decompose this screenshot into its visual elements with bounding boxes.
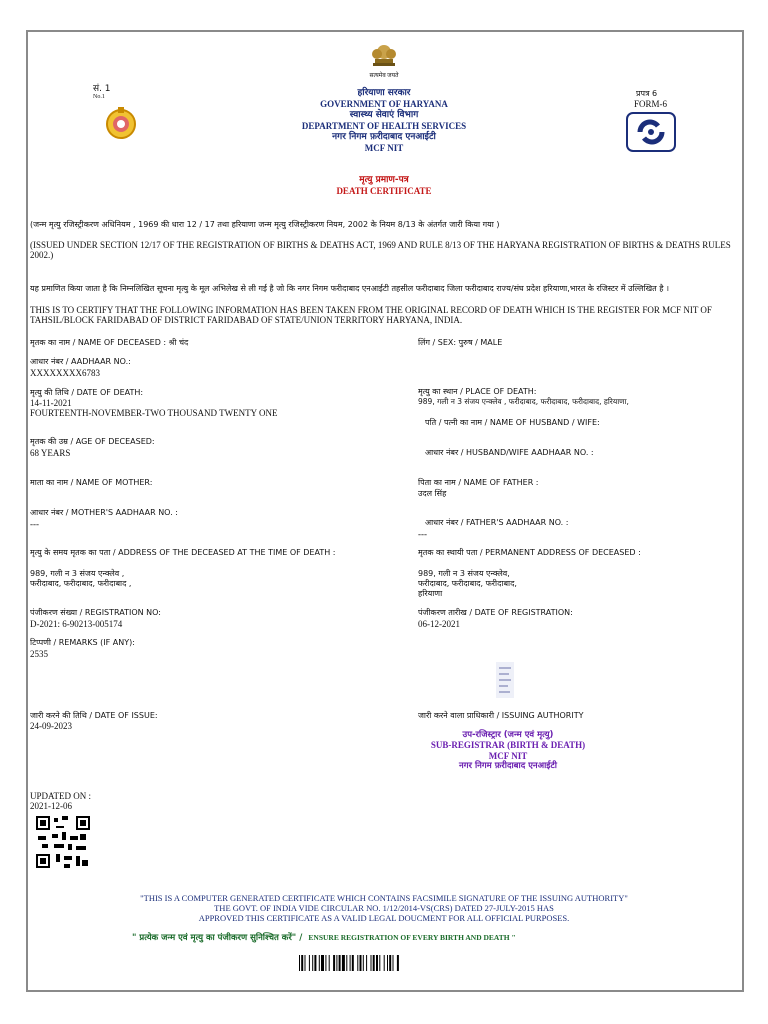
date-of-death-words: FOURTEENTH-NOVEMBER-TWO THOUSAND TWENTY ONE	[30, 408, 278, 418]
spouse-aadhaar-label: आधार नंबर / HUSBAND/WIFE AADHAAR NO. :	[425, 448, 594, 457]
authority-hindi: उप-रजिस्ट्रार (जन्म एवं मृत्यु)	[462, 730, 554, 740]
date-of-death-label: मृत्यु की तिथि / DATE OF DEATH:	[30, 388, 144, 397]
permanent-address-label: मृतक का स्थायी पता / PERMANENT ADDRESS OF DECEASED :	[418, 548, 641, 557]
father-aadhaar-value: ---	[418, 529, 427, 539]
dept-english: DEPARTMENT OF HEALTH SERVICES	[301, 121, 467, 131]
serial-hindi: सं. 1	[93, 84, 111, 94]
permanent-address-line1: 989, गली न 3 संजय एन्क्लेव,	[418, 569, 510, 578]
slogan-english: ENSURE REGISTRATION OF EVERY BIRTH AND DEATH "	[308, 933, 516, 942]
signature-stamp	[494, 660, 516, 700]
footer-line1: "THIS IS A COMPUTER GENERATED CERTIFICATE WHICH CONTAINS FACSIMILE SIGNATURE OF THE ISSUING AUTHORITY"	[140, 893, 628, 903]
emblem-motto: सत्यमेव जयते	[369, 73, 399, 79]
age-label: मृतक की उम्र / AGE OF DECEASED:	[30, 437, 155, 446]
remarks-value: 2535	[30, 649, 48, 659]
qr-code	[36, 816, 90, 868]
date-of-issue-value: 24-09-2023	[30, 721, 72, 731]
sex-label: लिंग / SEX: पुरुष / MALE	[418, 338, 503, 347]
deceased-name-label: मृतक का नाम / NAME OF DECEASED : श्री चंद	[30, 338, 189, 347]
aadhaar-label: आधार नंबर / AADHAAR NO.:	[30, 357, 131, 366]
father-aadhaar-label: आधार नंबर / FATHER'S AADHAAR NO. :	[425, 518, 569, 527]
father-name-label: पिता का नाम / NAME OF FATHER :	[418, 478, 539, 487]
place-of-death-label: मृत्यु का स्थान / PLACE OF DEATH:	[418, 387, 537, 396]
authority-corp-english: MCF NIT	[488, 751, 528, 761]
registration-no-value: D-2021: 6-90213-005174	[30, 619, 123, 629]
govt-hindi: हरियाणा सरकार	[357, 88, 411, 98]
address-line1: 989, गली न 3 संजय एन्क्लेव ,	[30, 569, 125, 578]
title-hindi: मृत्यु प्रमाण-पत्र	[359, 175, 409, 185]
date-of-issue-label: जारी करने की तिथि / DATE OF ISSUE:	[30, 711, 158, 720]
serial-english: No.1	[93, 94, 105, 100]
place-of-death-value: 989, गली न 3 संजय एन्क्लेव , फरीदाबाद, फरीदाबाद, फरीदाबाद, हरियाणा,	[418, 397, 629, 406]
father-name-value: उदल सिंह	[418, 489, 447, 498]
age-value: 68 YEARS	[30, 448, 71, 458]
corp-hindi: नगर निगम फ़रीदाबाद एनआईटी	[332, 132, 436, 142]
form-english: FORM-6	[634, 99, 668, 109]
dept-hindi: स्वास्थ्य सेवाएं विभाग	[349, 110, 419, 120]
permanent-address-line2: फरीदाबाद, फरीदाबाद, फरीदाबाद,	[418, 579, 517, 588]
updated-on-value: 2021-12-06	[30, 801, 72, 811]
haryana-seal-icon	[101, 104, 141, 140]
title-english: DEATH CERTIFICATE	[336, 186, 432, 196]
national-emblem-icon	[367, 42, 401, 72]
date-of-death-value: 14-11-2021	[30, 398, 72, 408]
slogan-hindi: " प्रत्येक जन्म एवं मृत्यु का पंजीकरण सुनिश्चित करें" /	[132, 933, 303, 943]
barcode	[299, 955, 471, 971]
form-hindi: प्रपत्र 6	[636, 89, 658, 98]
spouse-name-label: पति / पत्नी का नाम / NAME OF HUSBAND / WIFE:	[425, 418, 600, 427]
updated-on-label: UPDATED ON :	[30, 791, 92, 801]
issued-hindi: (जन्म मृत्यु रजिस्ट्रीकरण अधिनियम , 1969 की धारा 12 / 17 तथा हरियाणा जन्म मृत्यु रजिस्ट्रीकरण नियम, 2002 के नियम 8/13 के अंतर्गत जारी किया गया )	[30, 220, 500, 229]
registration-no-label: पंजीकरण संख्या / REGISTRATION NO:	[30, 608, 162, 617]
certify-english: THIS IS TO CERTIFY THAT THE FOLLOWING INFORMATION HAS BEEN TAKEN FROM THE ORIGINAL RECORD OF DEATH WHICH IS THE REGISTER FOR MCF NIT OF TAHSIL/BLOCK FARIDABAD OF DISTRICT FARIDABAD OF STATE/UNION TERRITORY HARYANA, INDIA.	[30, 305, 712, 325]
certify-hindi: यह प्रमाणित किया जाता है कि निम्नलिखित सूचना मृत्यु के मूल अभिलेख से ली गई है जो कि नगर निगम फरीदाबाद एनआईटी तहसील फरीदाबाद जिला फरीदाबाद राज्य/संघ प्रदेश हरियाणा,भारत के रजिस्टर में उल्लिखित है ।	[30, 284, 670, 293]
remarks-label: टिप्पणी / REMARKS (IF ANY):	[30, 638, 135, 647]
aadhaar-value: XXXXXXXX6783	[30, 368, 100, 378]
registration-date-value: 06-12-2021	[418, 619, 460, 629]
footer-line2: THE GOVT. OF INDIA VIDE CIRCULAR NO. 1/12/2014-VS(CRS) DATED 27-JULY-2015 HAS	[214, 903, 554, 913]
govt-english: GOVERNMENT OF HARYANA	[320, 99, 448, 109]
mother-aadhaar-label: आधार नंबर / MOTHER'S AADHAAR NO. :	[30, 508, 178, 517]
permanent-address-line3: हरियाणा	[418, 589, 443, 598]
address-label: मृत्यु के समय मृतक का पता / ADDRESS OF THE DECEASED AT THE TIME OF DEATH :	[30, 548, 336, 557]
issued-english: (ISSUED UNDER SECTION 12/17 OF THE REGISTRATION OF BIRTHS & DEATHS ACT, 1969 AND RULE 8/13 OF THE HARYANA REGISTRATION OF BIRTHS & DEATHS RULES 2002.)	[30, 240, 731, 260]
authority-corp-hindi: नगर निगम फ़रीदाबाद एनआईटी	[459, 761, 557, 771]
footer-line3: APPROVED THIS CERTIFICATE AS A VALID LEGAL DOUCMENT FOR ALL OFFICIAL PURPOSES.	[198, 913, 570, 923]
authority-english: SUB-REGISTRAR (BIRTH & DEATH)	[430, 740, 586, 750]
corp-english: MCF NIT	[364, 143, 404, 153]
crs-logo-icon	[626, 112, 676, 152]
slogan	[132, 932, 652, 944]
registration-date-label: पंजीकरण तारीख / DATE OF REGISTRATION:	[418, 608, 573, 617]
mother-aadhaar-value: ---	[30, 519, 39, 529]
address-line2: फरीदाबाद, फरीदाबाद, फरीदाबाद ,	[30, 579, 132, 588]
issuing-authority-label: जारी करने वाला प्राधिकारी / ISSUING AUTHORITY	[418, 711, 584, 720]
mother-name-label: माता का नाम / NAME OF MOTHER:	[30, 478, 153, 487]
